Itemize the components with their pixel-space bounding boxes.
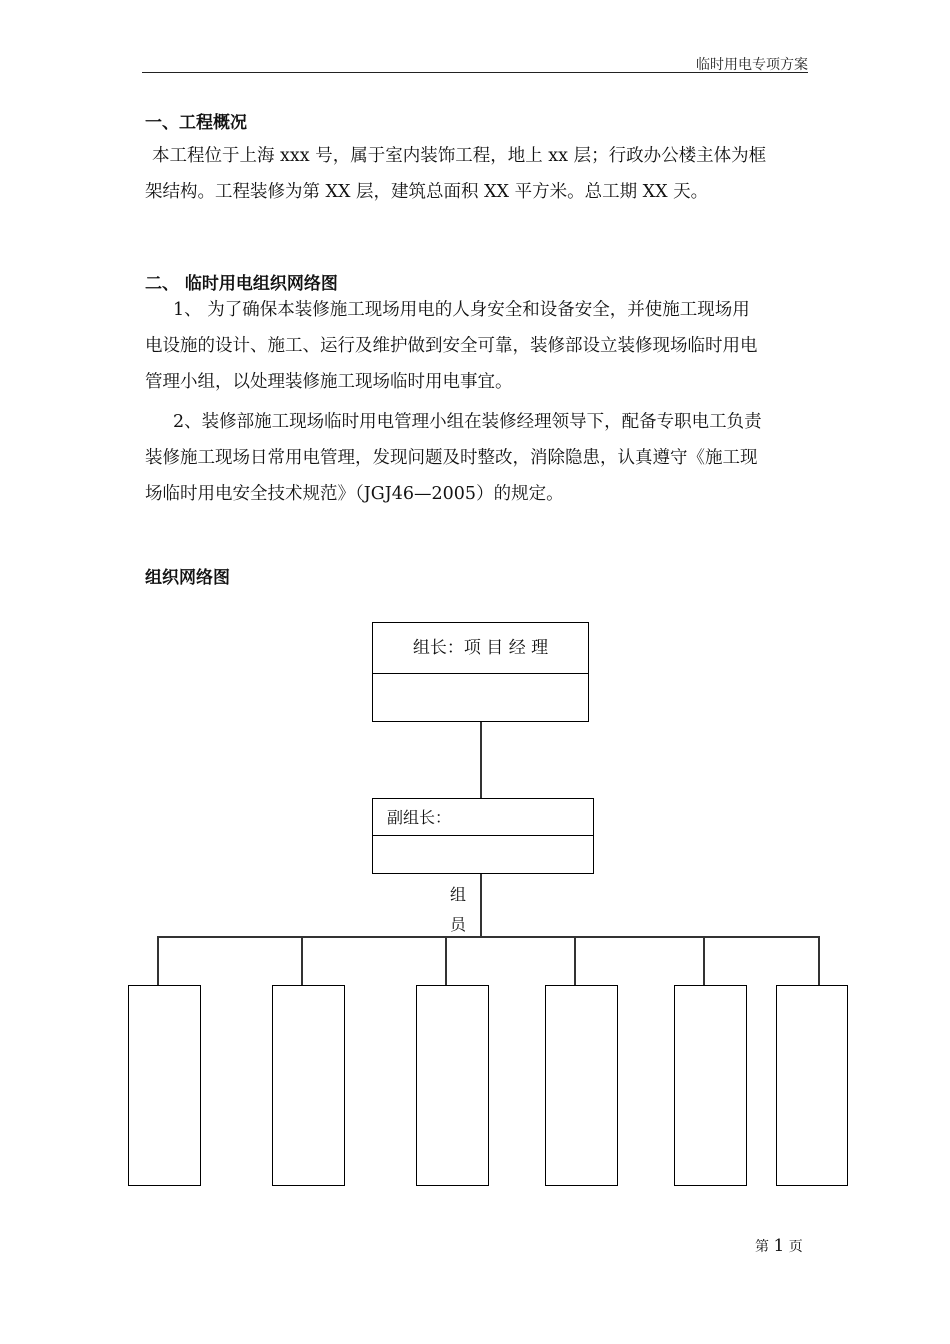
drop-line-1	[157, 936, 159, 986]
members-label-1: 组	[450, 885, 467, 904]
section2-paragraph-1	[145, 292, 815, 400]
drop-line-6	[818, 936, 820, 986]
section1-heading: 一、工程概况	[145, 113, 247, 133]
deputy-label: 副组长：	[373, 799, 593, 836]
members-label-2: 员	[450, 915, 467, 934]
section2-paragraph-2	[145, 404, 815, 512]
member-box-6	[776, 985, 848, 1186]
section2-p2-line1: 2、装修部施工现场临时用电管理小组在装修经理领导下，配备专职电工负责	[173, 412, 762, 432]
connector-deputy-members	[480, 874, 482, 937]
deputy-box	[372, 798, 594, 874]
section1-line1: 本工程位于上海 xxx 号，属于室内装饰工程，地上 xx 层；行政办公楼主体为框	[152, 146, 767, 166]
leader-label: 组长：项 目 经 理	[373, 623, 588, 674]
section2-heading: 二、 临时用电组织网络图	[145, 274, 338, 294]
section2-p2-line3: 场临时用电安全技术规范》（JGJ46—2005）的规定。	[145, 484, 564, 504]
header-divider	[142, 72, 808, 73]
drop-line-2	[301, 936, 303, 986]
member-box-4	[545, 985, 618, 1186]
leader-box	[372, 622, 589, 722]
header-title: 临时用电专项方案	[696, 57, 808, 73]
member-box-3	[416, 985, 489, 1186]
member-box-2	[272, 985, 345, 1186]
section2-p2-line2: 装修施工现场日常用电管理，发现问题及时整改，消除隐患，认真遵守《施工现	[145, 448, 758, 468]
member-box-1	[128, 985, 201, 1186]
connector-leader-deputy	[480, 722, 482, 798]
section1-paragraph	[145, 138, 815, 210]
page-prefix: 第	[755, 1239, 769, 1255]
org-chart-heading: 组织网络图	[145, 568, 230, 588]
section2-p1-line1: 1、 为了确保本装修施工现场用电的人身安全和设备安全，并使施工现场用	[173, 300, 750, 320]
member-box-5	[674, 985, 747, 1186]
section1-line2: 架结构。工程装修为第 XX 层，建筑总面积 XX 平方米。总工期 XX 天。	[145, 182, 709, 202]
members-bus-line	[157, 936, 819, 938]
section2-p1-line3: 管理小组，以处理装修施工现场临时用电事宜。	[145, 372, 513, 392]
drop-line-4	[574, 936, 576, 986]
page-number-value: 1	[773, 1236, 785, 1256]
drop-line-3	[445, 936, 447, 986]
page-number	[755, 1236, 803, 1256]
section2-p1-line2: 电设施的设计、施工、运行及维护做到安全可靠，装修部设立装修现场临时用电	[145, 336, 758, 356]
page-suffix: 页	[788, 1239, 803, 1255]
drop-line-5	[703, 936, 705, 986]
